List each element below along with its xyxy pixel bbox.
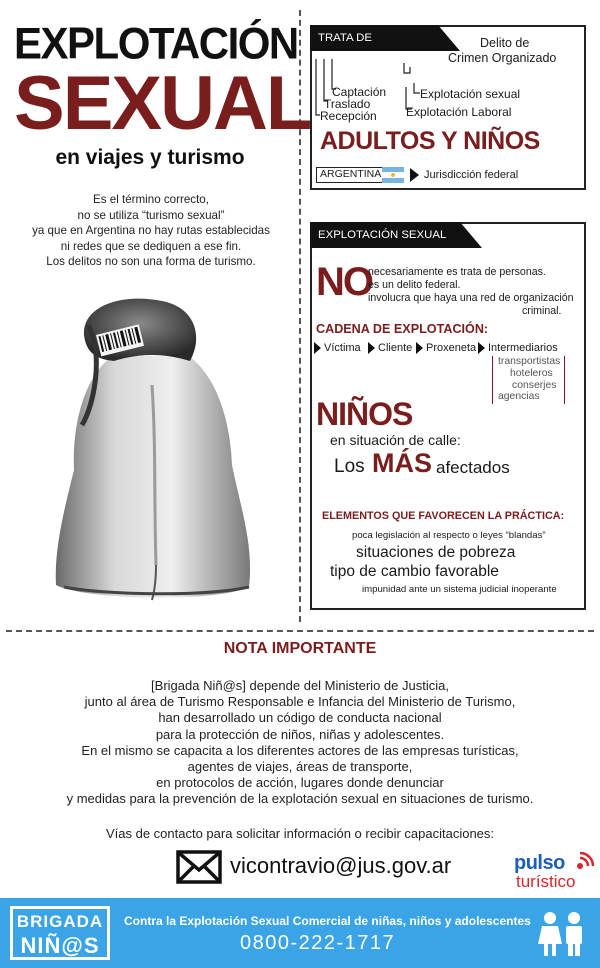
elemento-3: tipo de cambio favorable (330, 563, 499, 580)
contact-label: Vías de contacto para solicitar información o recibir capacitaciones: (105, 826, 495, 841)
delito-line-1: Delito de (480, 36, 530, 50)
situacion-label: en situación de calle: (330, 432, 461, 448)
argentina-label: ARGENTINA (320, 168, 382, 180)
nota-line: En el mismo se capacita a los diferentes actores de las empresas turísticas, (81, 742, 519, 758)
envelope-icon (176, 850, 222, 884)
jurisdiccion-label: Jurisdicción federal (424, 169, 519, 181)
nota-heading: NOTA IMPORTANTE (223, 640, 377, 657)
footer-tagline: Contra la Explotación Sexual Comercial de niñas, niños y adolescentes (124, 914, 531, 928)
intro-line: ni redes que se dediquen a ese fin. (60, 239, 242, 253)
intro-line: ya que en Argentina no hay rutas establecidas (32, 224, 270, 238)
brigada-text: BRIGADA (16, 912, 104, 931)
no-line-3: involucra que haya una red de organización (368, 292, 574, 304)
children-icon (536, 910, 588, 958)
traslado-label: Traslado (324, 97, 371, 111)
chain-cliente: Cliente (378, 342, 413, 354)
intro-line: Los delitos no son una forma de turismo. (46, 255, 256, 269)
explotacion-sexual-label: Explotación sexual (420, 87, 521, 101)
intermediarios-bracket (492, 356, 493, 404)
title-line-3: en viajes y turismo (55, 146, 245, 169)
explotacion-tag: EXPLOTACIÓN SEXUAL (310, 222, 460, 248)
afectados-label: afectados (436, 458, 510, 477)
intermediario-item: hoteleros (510, 368, 553, 379)
elemento-1: poca legislación al respecto o leyes “blandas” (352, 530, 546, 541)
explotacion-laboral-label: Explotación Laboral (406, 105, 512, 119)
chain-arrow-icon (314, 342, 321, 354)
seated-figure-image (44, 295, 264, 610)
intermediario-item: transportistas (498, 356, 561, 367)
title-line-2: SEXUAL (14, 61, 311, 146)
nota-line: han desarrollado un código de conducta nacional (158, 710, 442, 726)
nota-line: junto al área de Turismo Responsable e Infancia del Ministerio de Turismo, (84, 694, 516, 710)
captacion-label: Captación (332, 85, 387, 99)
ninos-heading: NIÑOS (316, 396, 413, 432)
nota-line: para la protección de niños, niñas y adolescentes. (155, 726, 445, 742)
chain-arrow-icon (416, 342, 423, 354)
delito-line-2: Crimen Organizado (448, 51, 557, 65)
title-line-1: EXPLOTACIÓN (14, 18, 298, 69)
signal-icon (572, 852, 596, 876)
chain-proxeneta: Proxeneta (426, 342, 477, 354)
no-line-2: es un delito federal. (368, 279, 461, 291)
pulso-turistico-logo (512, 852, 596, 894)
no-line-1: necesariamente es trata de personas. (368, 266, 546, 278)
intermediarios-bracket (564, 356, 565, 404)
trata-tag: TRATA DE PERSONAS (310, 25, 438, 51)
figure-illustration (44, 295, 264, 610)
logo-pulso-text: pulso (514, 852, 565, 874)
nota-line: y medidas para la prevención de la explotación sexual en situaciones de turismo. (66, 791, 534, 807)
intro-text (18, 192, 284, 270)
intro-line: no se utiliza “turismo sexual” (77, 208, 225, 222)
nota-body (0, 678, 600, 808)
nota-line: [Brigada Niñ@s] depende del Ministerio de Justicia, (151, 678, 449, 693)
no-line-4: criminal. (522, 305, 562, 317)
chain-victima: Víctima (324, 342, 361, 354)
los-label: Los (334, 456, 365, 477)
elemento-4: impunidad ante un sistema judicial inoperante (362, 584, 557, 595)
intermediario-item: agencias (498, 391, 540, 402)
argentina-flag-icon (382, 167, 404, 183)
trata-box (310, 25, 586, 190)
nota-line: en protocolos de acción, lugares donde denunciar (156, 775, 444, 791)
footer-phone[interactable]: 0800-222-1717 (240, 932, 396, 954)
brigada-logo (10, 906, 110, 960)
no-heading: NO (316, 260, 372, 304)
adultos-ninos-heading: ADULTOS Y NIÑOS (320, 127, 540, 155)
mas-label: MÁS (372, 448, 432, 478)
email-link[interactable]: vicontravio@jus.gov.ar (230, 853, 452, 878)
footer-bar (0, 898, 600, 968)
elemento-2: situaciones de pobreza (356, 544, 516, 561)
cadena-heading: CADENA DE EXPLOTACIÓN: (316, 322, 489, 336)
chain-arrow-icon (478, 342, 485, 354)
intro-line: Es el término correcto, (93, 193, 209, 206)
recepcion-label: Recepción (320, 109, 377, 123)
intermediario-item: conserjes (512, 380, 557, 391)
nota-line: agentes de viajes, áreas de transporte, (187, 759, 413, 775)
explotacion-box (310, 222, 586, 610)
horizontal-divider (6, 630, 594, 632)
chain-intermediarios: Intermediarios (488, 342, 558, 354)
brigada-ninos-text: NIÑ@S (20, 933, 100, 958)
arrow-icon (410, 168, 419, 182)
chain-arrow-icon (368, 342, 375, 354)
logo-turistico-text: turístico (516, 872, 576, 891)
elementos-heading: ELEMENTOS QUE FAVORECEN LA PRÁCTICA: (322, 510, 565, 522)
